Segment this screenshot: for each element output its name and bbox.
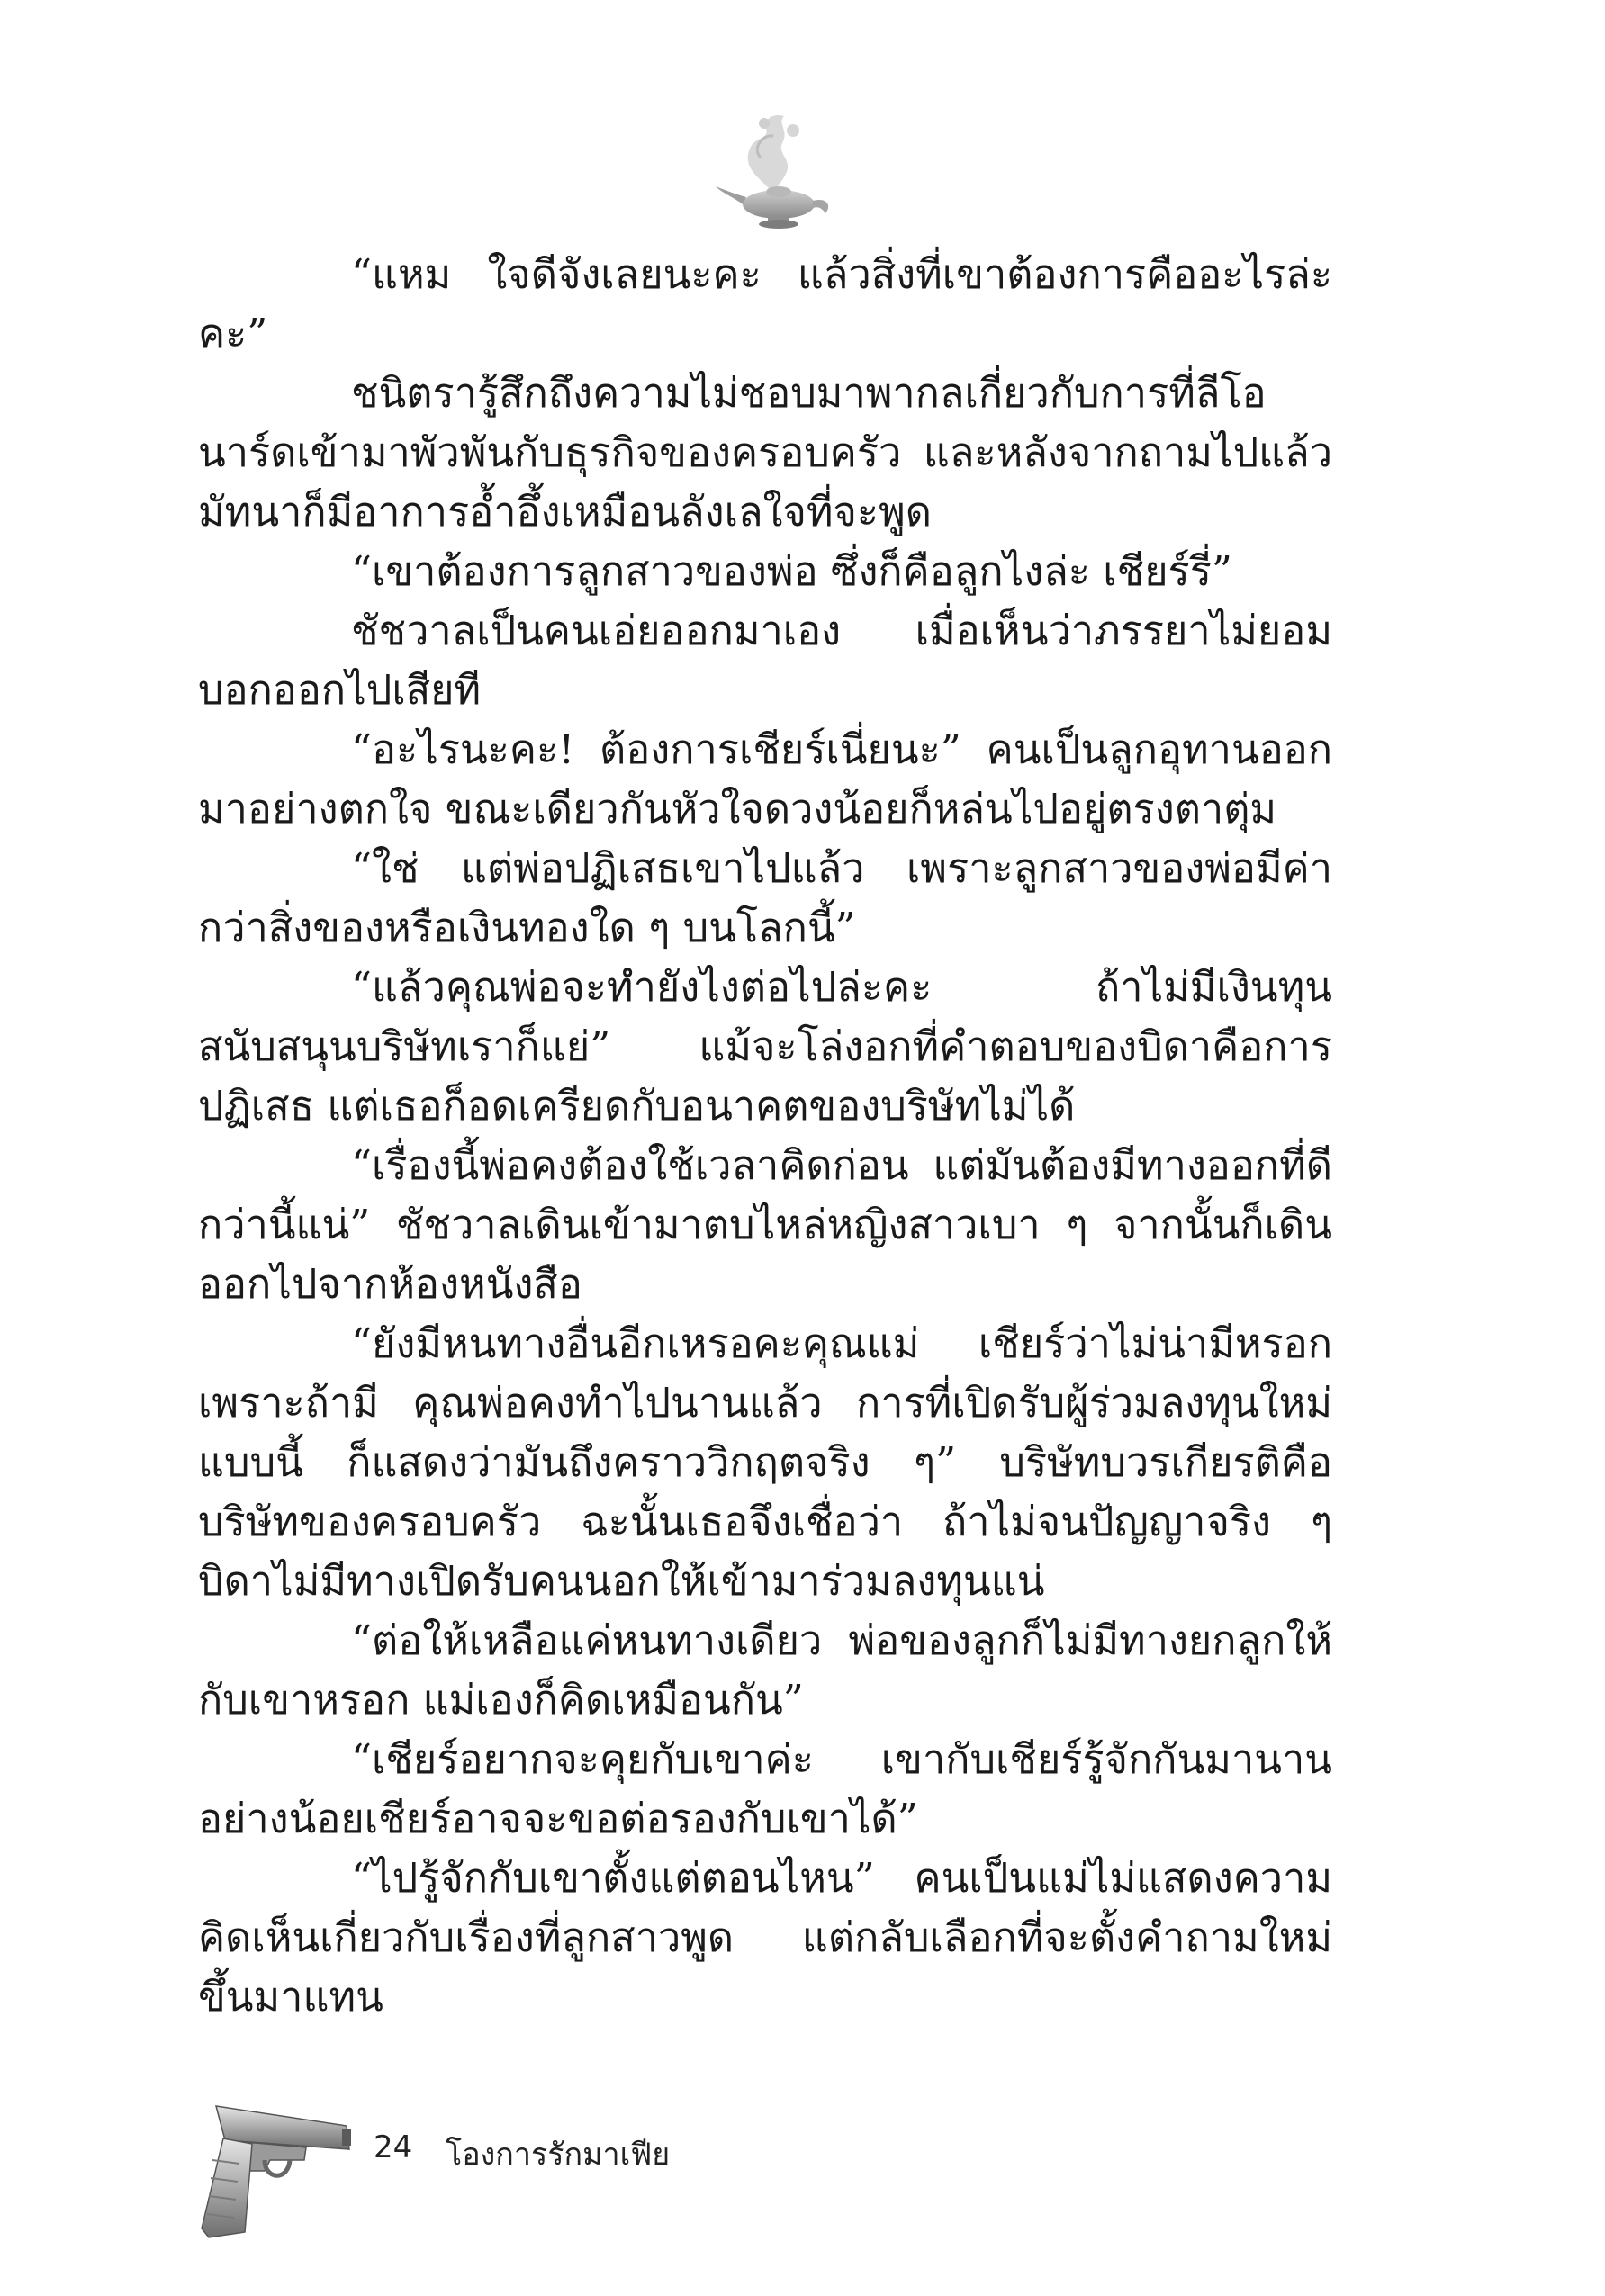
genie-lamp-icon — [707, 104, 842, 239]
paragraph: “เรื่องนี้พ่อคงต้องใช้เวลาคิดก่อน แต่มันต้องมีทางออกที่ดีกว่านี้แน่” ชัชวาลเดินเข้ามาตบไหล่หญิงสาวเบา ๆ จากนั้นก็เดินออกไปจากห้องหนังสือ — [198, 1141, 1332, 1308]
book-title: โองการรักมาเฟีย — [446, 2137, 671, 2173]
paragraph: ชนิตรารู้สึกถึงความไม่ชอบมาพากลเกี่ยวกับการที่ลีโอนาร์ดเข้ามาพัวพันกับธุรกิจของครอบครัว และหลังจากถามไปแล้ว มัทนาก็มีอาการอ้ำอึ้งเหมือนลังเลใจที่จะพูด — [198, 369, 1332, 536]
paragraph: “ไปรู้จักกับเขาตั้งแต่ตอนไหน” คนเป็นแม่ไม่แสดงความคิดเห็นเกี่ยวกับเรื่องที่ลูกสาวพูด แต่กลับเลือกที่จะตั้งคำถามใหม่ขึ้นมาแทน — [198, 1854, 1332, 2021]
pistol-icon — [189, 2070, 360, 2250]
paragraph: “อะไรนะคะ! ต้องการเชียร์เนี่ยนะ” คนเป็นลูกอุทานออกมาอย่างตกใจ ขณะเดียวกันหัวใจดวงน้อยก็หล่นไปอยู่ตรงตาตุ่ม — [198, 725, 1332, 833]
paragraph: ชัชวาลเป็นคนเอ่ยออกมาเอง เมื่อเห็นว่าภรรยาไม่ยอมบอกออกไปเสียที — [198, 607, 1332, 714]
paragraph: “ยังมีหนทางอื่นอีกเหรอคะคุณแม่ เชียร์ว่าไม่น่ามีหรอก เพราะถ้ามี คุณพ่อคงทำไปนานแล้ว การที่เปิดรับผู้ร่วมลงทุนใหม่แบบนี้ ก็แสดงว่ามันถึงคราววิกฤตจริง ๆ” บริษัทบวรเกียรติคือบริษัทของครอบครัว ฉะนั้นเธอจึงเชื่อว่า ถ้าไม่จนปัญญาจริง ๆ บิดาไม่มีทางเปิดรับคนนอกให้เข้ามาร่วมลงทุนแน่ — [198, 1319, 1332, 1605]
paragraph: “แล้วคุณพ่อจะทำยังไงต่อไปล่ะคะ ถ้าไม่มีเงินทุนสนับสนุนบริษัทเราก็แย่” แม้จะโล่งอกที่คำตอบของบิดาคือการปฏิเสธ แต่เธอก็อดเครียดกับอนาคตของบริษัทไม่ได้ — [198, 963, 1332, 1130]
page-number: 24 — [374, 2129, 413, 2165]
paragraph: “แหม ใจดีจังเลยนะคะ แล้วสิ่งที่เขาต้องการคืออะไรล่ะคะ” — [198, 250, 1332, 357]
paragraph: “เชียร์อยากจะคุยกับเขาค่ะ เขากับเชียร์รู้จักกันมานาน อย่างน้อยเชียร์อาจจะขอต่อรองกับเขาได้” — [198, 1735, 1332, 1842]
page-footer — [189, 2070, 819, 2250]
paragraph: “เขาต้องการลูกสาวของพ่อ ซึ่งก็คือลูกไงล่ะ เชียร์รี่” — [351, 547, 1232, 595]
paragraph: “ต่อให้เหลือแค่หนทางเดียว พ่อของลูกก็ไม่มีทางยกลูกให้กับเขาหรอก แม่เองก็คิดเหมือนกัน” — [198, 1616, 1332, 1724]
paragraph: “ใช่ แต่พ่อปฏิเสธเขาไปแล้ว เพราะลูกสาวของพ่อมีค่ากว่าสิ่งของหรือเงินทองใด ๆ บนโลกนี้” — [198, 844, 1332, 951]
chapter-body — [198, 245, 1332, 2027]
